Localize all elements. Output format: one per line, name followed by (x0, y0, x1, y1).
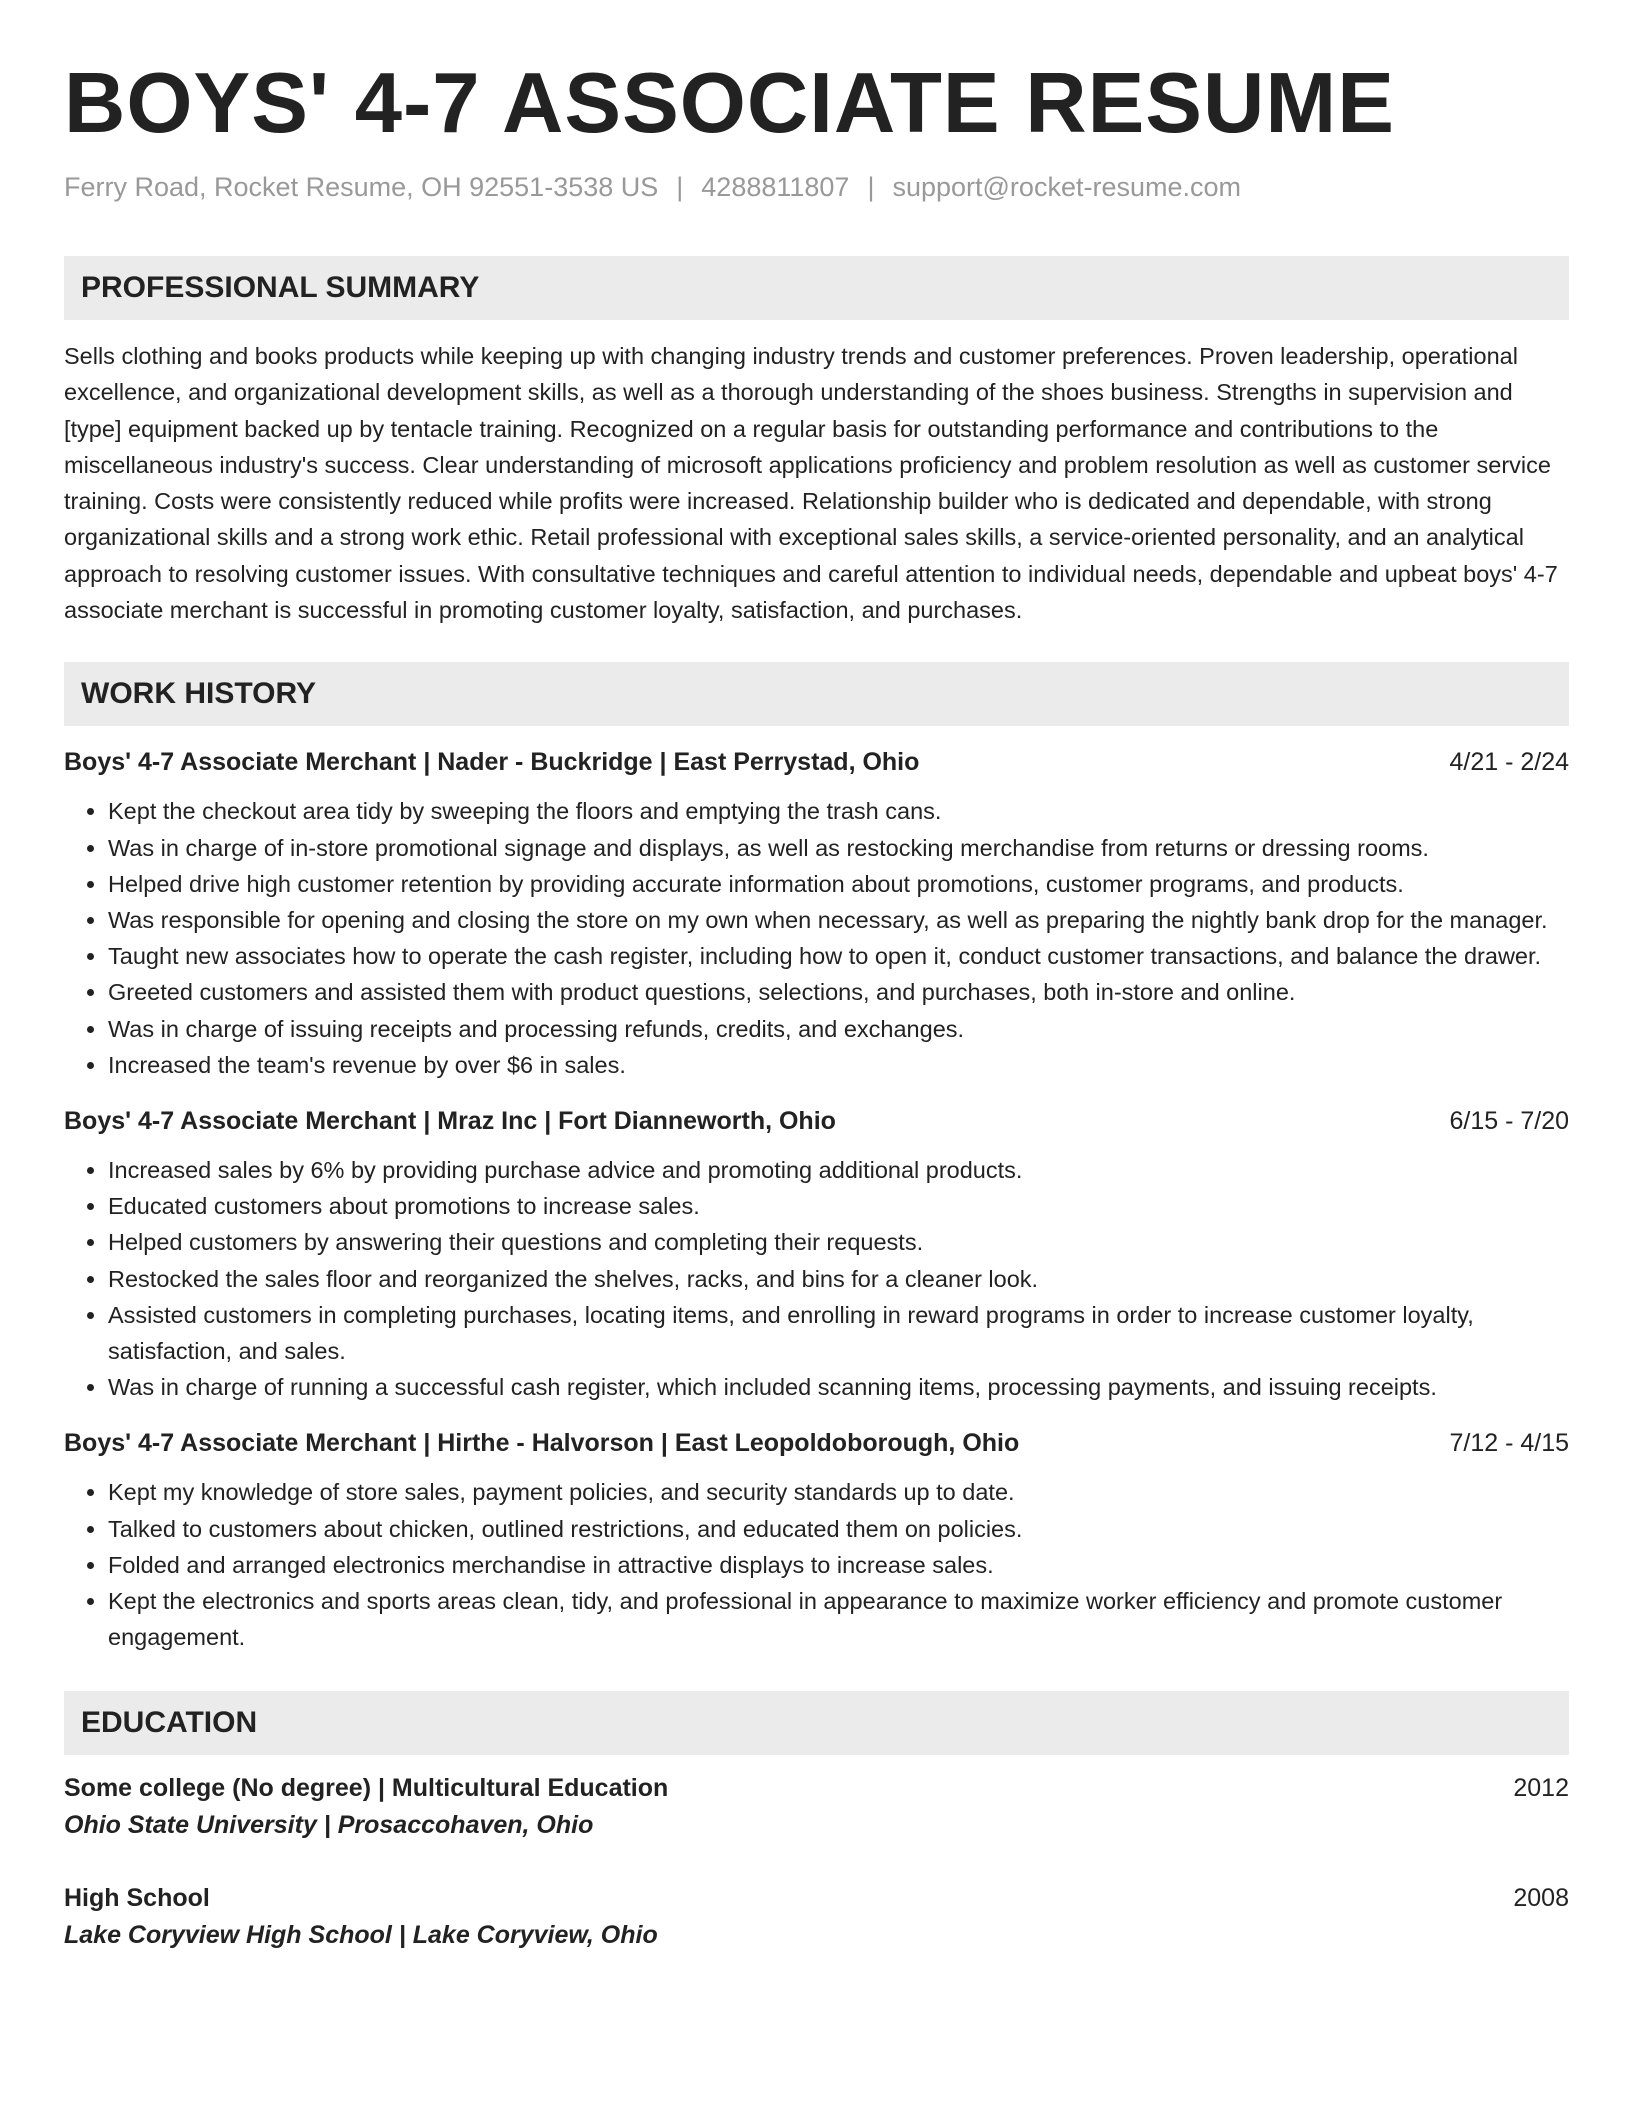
job-header (64, 1426, 1569, 1460)
resume-page (64, 56, 1569, 1953)
job-bullet: • Educated customers about promotions to increase sales. (108, 1188, 1569, 1224)
contact-separator: | (676, 172, 684, 202)
job-bullet: • Increased the team's revenue by over $6 in sales. (108, 1047, 1569, 1083)
contact-email: support@rocket-resume.com (892, 172, 1241, 202)
education-school: Lake Coryview High School | Lake Coryview, Ohio (64, 1921, 658, 1950)
contact-address: Ferry Road, Rocket Resume, OH 92551-3538 US (64, 172, 659, 202)
summary-heading: PROFESSIONAL SUMMARY (64, 256, 1569, 320)
resume-title: BOYS' 4-7 ASSOCIATE RESUME (64, 56, 1395, 151)
contact-separator: | (867, 172, 875, 202)
job-bullet: • Was in charge of issuing receipts and processing refunds, credits, and exchanges. (108, 1011, 1569, 1047)
job-title: Boys' 4-7 Associate Merchant | Nader - Buckridge | East Perrystad, Ohio (64, 748, 920, 777)
job-title: Boys' 4-7 Associate Merchant | Hirthe - Halvorson | East Leopoldoborough, Ohio (64, 1429, 1020, 1458)
summary-text: Sells clothing and books products while keeping up with changing industry trends and customer preferences. Proven leadership, operational excellence, and organizational development skills, as well as a thorough understanding of the shoes business. Strengths in supervision and [type] equipment backed up by tentacle training. Recognized on a regular basis for outstanding performance and contributions to the miscellaneous industry's success. Clear understanding of microsoft applications proficiency and problem resolution as well as customer service training. Costs were consistently reduced while profits were increased. Relationship builder who is dedicated and dependable, with strong organizational skills and a strong work ethic. Retail professional with exceptional sales skills, a service-oriented personality, and an analytical approach to resolving customer issues. With consultative techniques and careful attention to individual needs, dependable and upbeat boys' 4-7 associate merchant is successful in promoting customer loyalty, satisfaction, and purchases. (64, 343, 1558, 624)
job-bullet: • Folded and arranged electronics merchandise in attractive displays to increase sales. (108, 1547, 1569, 1583)
education-entry (64, 1881, 1569, 1953)
job-bullet: • Assisted customers in completing purchases, locating items, and enrolling in reward programs in order to increase customer loyalty, satisfaction, and sales. (108, 1297, 1569, 1369)
job-header (64, 1104, 1569, 1138)
job-bullet: • Helped customers by answering their questions and completing their requests. (108, 1224, 1569, 1260)
job-bullet: • Kept the checkout area tidy by sweeping the floors and emptying the trash cans. (108, 793, 1569, 829)
education-heading: EDUCATION (64, 1691, 1569, 1755)
job-bullets (64, 1152, 1569, 1405)
work-history-heading: WORK HISTORY (64, 662, 1569, 726)
education-degree: Some college (No degree) | Multicultural Education (64, 1774, 669, 1803)
job-entry (64, 745, 1569, 1083)
education-degree: High School (64, 1884, 210, 1913)
job-bullet: • Kept the electronics and sports areas clean, tidy, and professional in appearance to maximize worker efficiency and promote customer engagement. (108, 1583, 1569, 1655)
education-header (64, 1771, 1569, 1805)
job-bullet: • Greeted customers and assisted them with product questions, selections, and purchases, both in-store and online. (108, 974, 1569, 1010)
job-bullets (64, 1474, 1569, 1655)
job-entry (64, 1104, 1569, 1405)
education-school: Ohio State University | Prosaccohaven, Ohio (64, 1811, 594, 1840)
education-year: 2008 (1513, 1884, 1569, 1913)
job-title: Boys' 4-7 Associate Merchant | Mraz Inc | Fort Dianneworth, Ohio (64, 1107, 836, 1135)
education-header (64, 1881, 1569, 1915)
contact-line (64, 170, 1569, 204)
job-bullet: • Was in charge of in-store promotional signage and displays, as well as restocking merchandise from returns or dressing rooms. (108, 830, 1569, 866)
job-bullet: • Talked to customers about chicken, outlined restrictions, and educated them on policies. (108, 1511, 1569, 1547)
job-dates: 7/12 - 4/15 (1449, 1429, 1569, 1458)
contact-phone: 4288811807 (701, 172, 850, 202)
education-year: 2012 (1513, 1774, 1569, 1803)
job-bullet: • Was in charge of running a successful cash register, which included scanning items, processing payments, and issuing receipts. (108, 1369, 1569, 1405)
education-entry (64, 1771, 1569, 1843)
job-entry (64, 1426, 1569, 1655)
job-bullet: • Increased sales by 6% by providing purchase advice and promoting additional products. (108, 1152, 1569, 1188)
job-dates: 4/21 - 2/24 (1449, 748, 1569, 777)
job-bullet: • Taught new associates how to operate the cash register, including how to open it, conduct customer transactions, and balance the drawer. (108, 938, 1569, 974)
job-bullet: • Kept my knowledge of store sales, payment policies, and security standards up to date. (108, 1474, 1569, 1510)
job-bullet: • Was responsible for opening and closing the store on my own when necessary, as well as preparing the nightly bank drop for the manager. (108, 902, 1569, 938)
job-dates: 6/15 - 7/20 (1449, 1107, 1569, 1135)
job-header (64, 745, 1569, 779)
job-bullet: • Helped drive high customer retention by providing accurate information about promotions, customer programs, and products. (108, 866, 1569, 902)
job-bullets (64, 793, 1569, 1083)
job-bullet: • Restocked the sales floor and reorganized the shelves, racks, and bins for a cleaner look. (108, 1261, 1569, 1297)
